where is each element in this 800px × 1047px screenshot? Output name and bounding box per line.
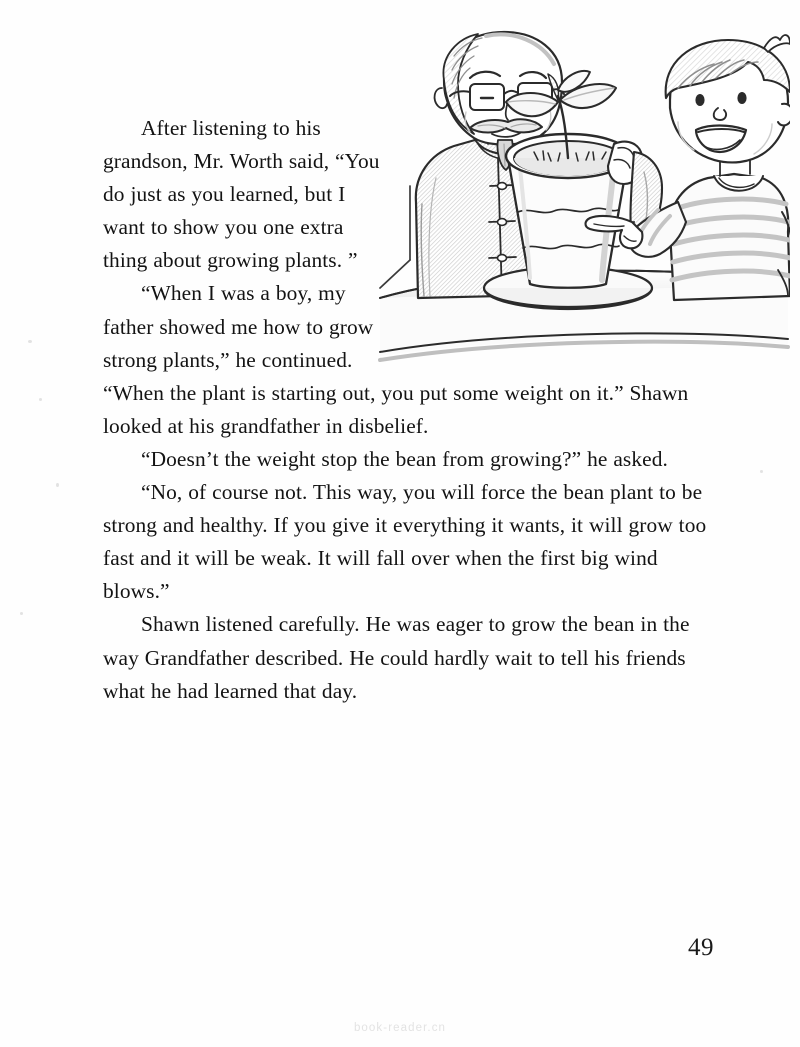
paragraph-4: “No, of course not. This way, you will force the bean plant to be strong and healthy. If you give it everything it wants, it will grow too fast and it will be weak. It will fall over when the first big wind blows.” <box>103 480 707 604</box>
paragraph-1: After listening to his grandson, Mr. Worth said, “You do just as you learned, but I want to show you one extra thing about growing plants. ” <box>103 116 380 273</box>
site-watermark: book-reader.cn <box>353 1022 447 1034</box>
illustration-text-wrap-spacer <box>391 112 721 364</box>
paragraph-3: “Doesn’t the weight stop the bean from growing?” he asked. <box>141 446 668 471</box>
paragraph-5: Shawn listened carefully. He was eager to grow the bean in the way Grandfather described. He could hardly wait to tell his friends what he had learned that day. <box>103 612 690 703</box>
page-number: 49 <box>688 934 714 961</box>
paragraph-2: “When I was a boy, my father showed me how to grow strong plants,” he continued. “When the plant is starting out, you put some weight on it.” Shawn looked at his grandfather in disbelief. <box>103 281 689 438</box>
scan-speckle <box>56 483 59 487</box>
scan-speckle <box>760 470 763 473</box>
scan-speckle <box>20 612 23 615</box>
scan-speckle <box>28 340 32 343</box>
page-body-text <box>103 112 721 708</box>
scan-speckle <box>39 398 42 401</box>
